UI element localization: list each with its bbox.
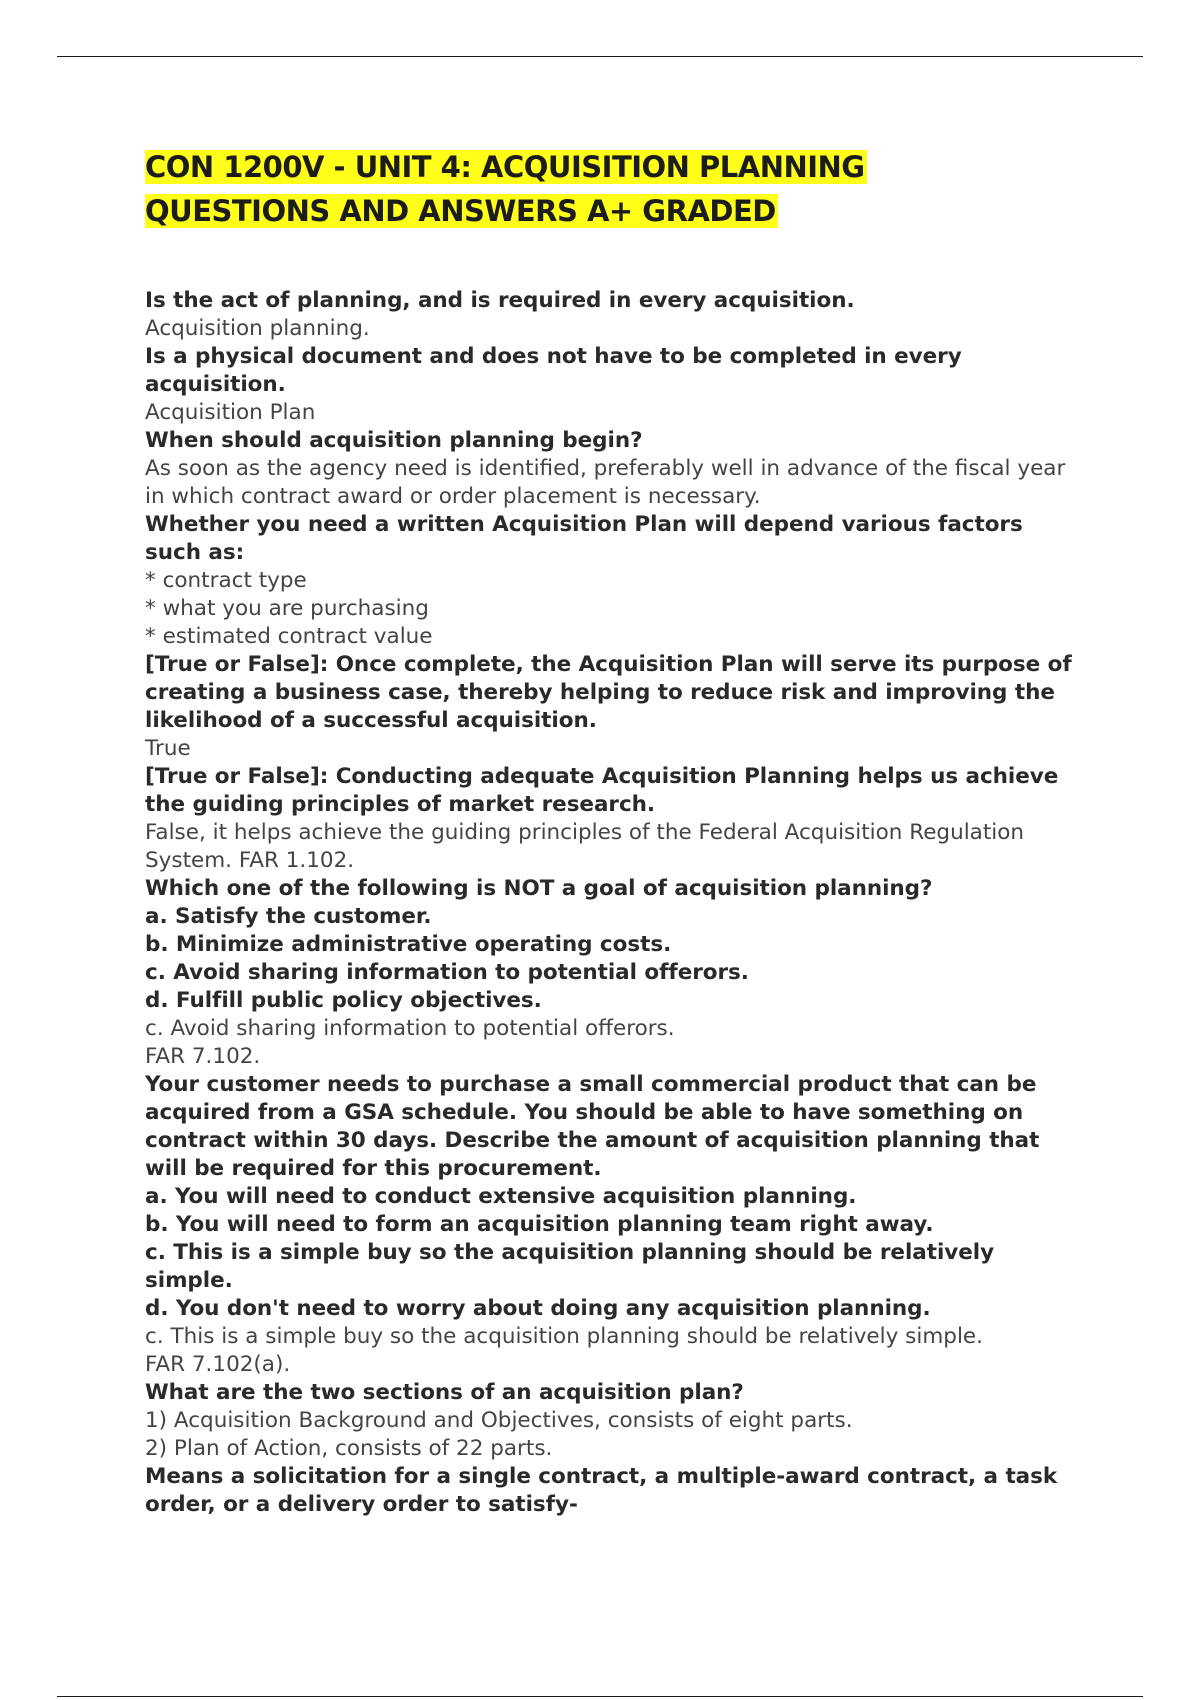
answer-line: Acquisition planning.	[145, 316, 370, 341]
answer-line: FAR 7.102.	[145, 1044, 261, 1069]
question-line: d. Fulfill public policy objectives.	[145, 988, 542, 1013]
question-line: a. You will need to conduct extensive acquisition planning.	[145, 1184, 857, 1209]
question-line: d. You don't need to worry about doing any acquisition planning.	[145, 1296, 931, 1321]
answer-line: 1) Acquisition Background and Objectives, consists of eight parts.	[145, 1408, 853, 1433]
answer-line: c. This is a simple buy so the acquisition planning should be relatively simple.	[145, 1324, 983, 1349]
answer-line: * contract type	[145, 568, 307, 593]
question-line: What are the two sections of an acquisition plan?	[145, 1380, 744, 1405]
question-line: c. This is a simple buy so the acquisition planning should be relatively simple.	[145, 1240, 995, 1293]
question-line: Whether you need a written Acquisition Plan will depend various factors such as:	[145, 512, 1023, 565]
question-line: b. You will need to form an acquisition planning team right away.	[145, 1212, 934, 1237]
title-highlight: CON 1200V - UNIT 4: ACQUISITION PLANNING QUESTIONS AND ANSWERS A+ GRADED	[145, 150, 865, 228]
question-line: a. Satisfy the customer.	[145, 904, 432, 929]
answer-line: 2) Plan of Action, consists of 22 parts.	[145, 1436, 553, 1461]
answer-line: c. Avoid sharing information to potential offerors.	[145, 1016, 675, 1041]
question-line: Is the act of planning, and is required in every acquisition.	[145, 288, 855, 313]
question-line: Is a physical document and does not have to be completed in every acquisition.	[145, 344, 962, 397]
footer-rule	[57, 1696, 1143, 1697]
answer-line: Acquisition Plan	[145, 400, 316, 425]
answer-line: * estimated contract value	[145, 624, 433, 649]
question-line: b. Minimize administrative operating costs.	[145, 932, 672, 957]
header-rule	[57, 56, 1143, 57]
question-line: Means a solicitation for a single contract, a multiple-award contract, a task order, or a delivery order to satisfy-	[145, 1464, 1058, 1517]
answer-line: FAR 7.102(a).	[145, 1352, 291, 1377]
answer-line: As soon as the agency need is identified, preferably well in advance of the fiscal year in which contract award or order placement is necessary.	[145, 456, 1066, 509]
question-line: [True or False]: Conducting adequate Acquisition Planning helps us achieve the guiding principles of market research.	[145, 764, 1059, 817]
document-title	[145, 145, 1045, 233]
question-line: Your customer needs to purchase a small commercial product that can be acquired from a GSA schedule. You should be able to have something on contract within 30 days. Describe the amount of acquisition planning that will be required for this procurement.	[145, 1072, 1040, 1181]
answer-line: False, it helps achieve the guiding principles of the Federal Acquisition Regulation System. FAR 1.102.	[145, 820, 1025, 873]
question-line: Which one of the following is NOT a goal of acquisition planning?	[145, 876, 933, 901]
answer-line: True	[145, 736, 191, 761]
answer-line: * what you are purchasing	[145, 596, 429, 621]
question-line: c. Avoid sharing information to potential offerors.	[145, 960, 749, 985]
question-line: When should acquisition planning begin?	[145, 428, 643, 453]
qa-list	[145, 287, 1085, 1519]
question-line: [True or False]: Once complete, the Acquisition Plan will serve its purpose of creating a business case, thereby helping to reduce risk and improving the likelihood of a successful acquisition.	[145, 652, 1072, 733]
